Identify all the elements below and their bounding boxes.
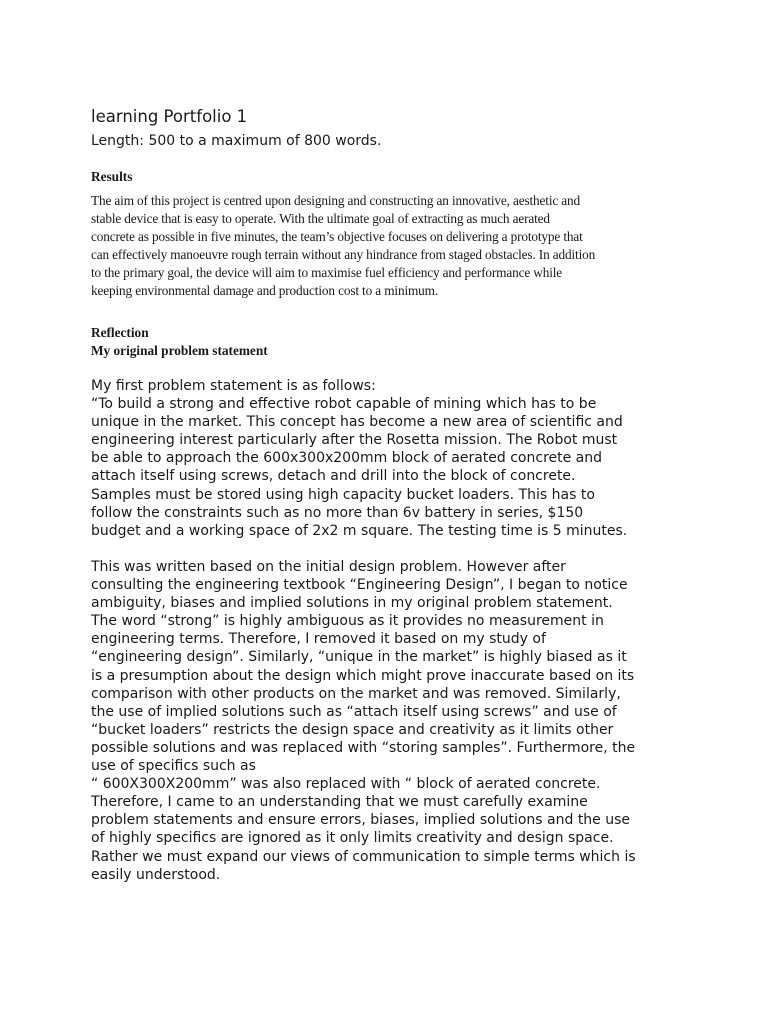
results-line: can effectively manoeuvre rough terrain without any hindrance from staged obstacles. In addition bbox=[91, 246, 596, 262]
paragraph-line: comparison with other products on the market and was removed. Similarly, bbox=[91, 685, 621, 702]
paragraph-line: My first problem statement is as follows: bbox=[91, 378, 376, 394]
paragraph-line: attach itself using screws, detach and drill into the block of concrete. bbox=[91, 468, 576, 485]
results-line: concrete as possible in five minutes, the team’s objective focuses on delivering a prototype that bbox=[91, 228, 583, 244]
document-title: learning Portfolio 1 bbox=[91, 107, 248, 126]
paragraph-line: easily understood. bbox=[91, 866, 221, 883]
paragraph-line: ambiguity, biases and implied solutions in my original problem statement. bbox=[91, 595, 613, 612]
paragraph-line: engineering terms. Therefore, I removed it based on my study of bbox=[91, 631, 546, 648]
paragraph-line: engineering interest particularly after the Rosetta mission. The Robot must bbox=[91, 432, 618, 449]
results-paragraph bbox=[91, 192, 685, 299]
paragraph-line: be able to approach the 600x300x200mm block of aerated concrete and bbox=[91, 450, 603, 467]
paragraph-line: “bucket loaders” restricts the design space and creativity as it limits other bbox=[91, 721, 614, 738]
paragraph-line: of highly specifics are ignored as it only limits creativity and design space. bbox=[91, 830, 614, 847]
paragraph-line: Rather we must expand our views of communication to simple terms which is bbox=[91, 848, 636, 865]
paragraph-line: The word “strong” is highly ambiguous as it provides no measurement in bbox=[91, 613, 604, 630]
paragraph-line: the use of implied solutions such as “attach itself using screws” and use of bbox=[91, 703, 617, 720]
paragraph-line: is a presumption about the design which might prove inaccurate based on its bbox=[91, 667, 635, 684]
paragraph-line: “To build a strong and effective robot capable of mining which has to be bbox=[91, 396, 597, 413]
results-line: stable device that is easy to operate. With the ultimate goal of extracting as much aerated bbox=[91, 210, 550, 226]
results-heading: Results bbox=[91, 169, 133, 184]
paragraph-line: unique in the market. This concept has become a new area of scientific and bbox=[91, 414, 623, 431]
results-line: The aim of this project is centred upon designing and constructing an innovative, aesthetic and bbox=[91, 193, 581, 208]
problem-statement-paragraph bbox=[91, 377, 691, 540]
reflection-paragraph bbox=[91, 558, 691, 884]
problem-statement-heading: My original problem statement bbox=[91, 343, 268, 358]
document-subtitle: Length: 500 to a maximum of 800 words. bbox=[91, 133, 382, 149]
paragraph-line: “engineering design”. Similarly, “unique in the market” is highly biased as it bbox=[91, 649, 627, 666]
paragraph-line: Samples must be stored using high capacity bucket loaders. This has to bbox=[91, 486, 595, 503]
paragraph-line: “ 600X300X200mm” was also replaced with “ block of aerated concrete. bbox=[91, 776, 601, 793]
paragraph-line: problem statements and ensure errors, biases, implied solutions and the use bbox=[91, 812, 631, 829]
paragraph-line: This was written based on the initial design problem. However after bbox=[91, 559, 566, 575]
paragraph-line: follow the constraints such as no more than 6v battery in series, $150 bbox=[91, 504, 584, 521]
results-line: keeping environmental damage and production cost to a minimum. bbox=[91, 282, 439, 298]
paragraph-line: possible solutions and was replaced with “storing samples”. Furthermore, the bbox=[91, 739, 636, 756]
results-line: to the primary goal, the device will aim to maximise fuel efficiency and performance while bbox=[91, 264, 563, 280]
paragraph-line: consulting the engineering textbook “Engineering Design”, I began to notice bbox=[91, 577, 628, 594]
paragraph-line: budget and a working space of 2x2 m square. The testing time is 5 minutes. bbox=[91, 522, 628, 539]
reflection-heading: Reflection bbox=[91, 325, 149, 340]
paragraph-line: use of specifics such as bbox=[91, 758, 256, 775]
paragraph-line: Therefore, I came to an understanding that we must carefully examine bbox=[91, 794, 588, 811]
